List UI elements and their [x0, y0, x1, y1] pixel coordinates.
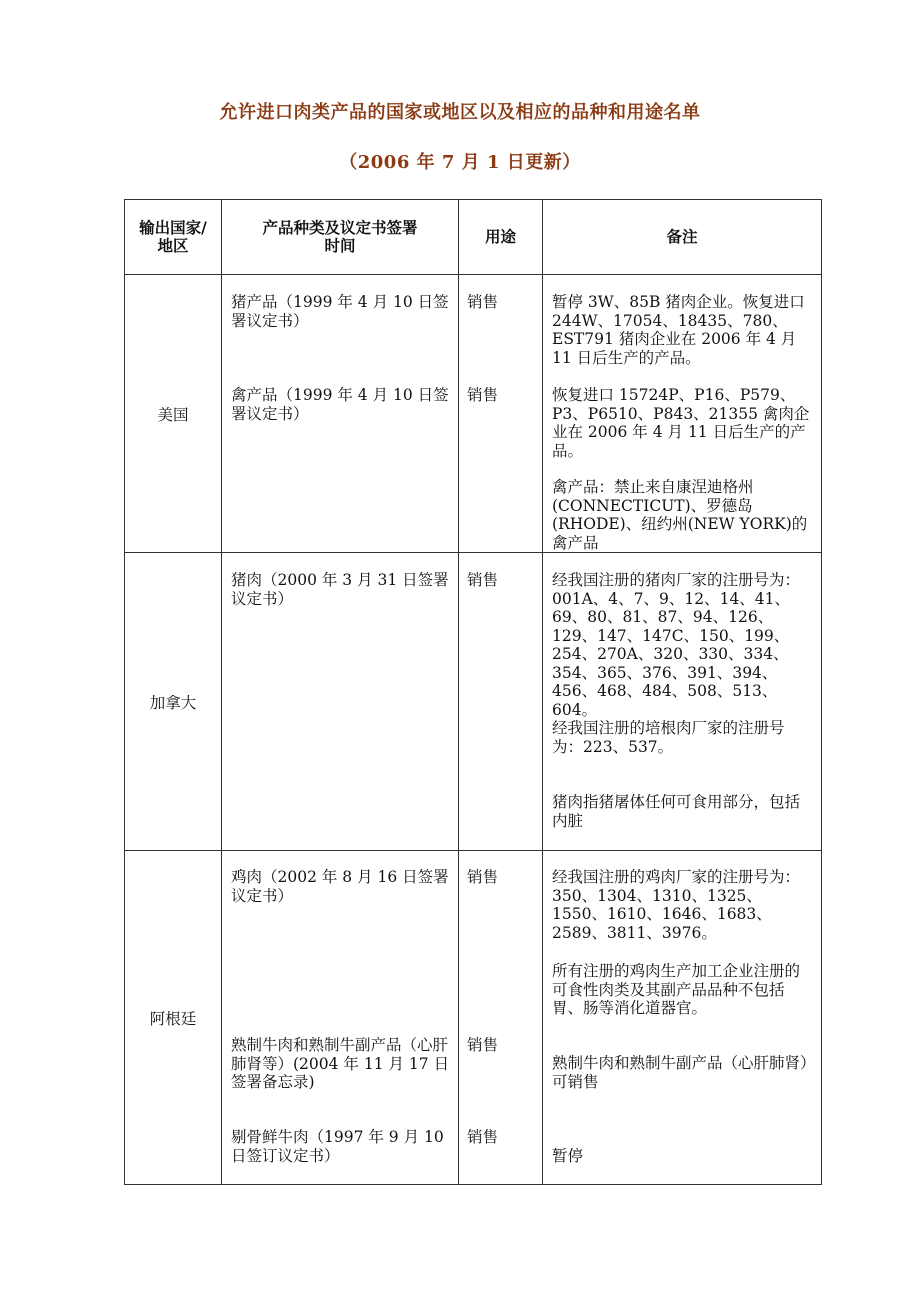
remark-item: 经我国注册的鸡肉厂家的注册号为：350、1304、1310、1325、1550、1610、1646、1683、2589、3811、3976。: [552, 868, 801, 942]
country-cell: 美国: [125, 275, 222, 553]
remark-item: 猪肉指猪屠体任何可食用部分，包括内脏: [552, 793, 801, 830]
use-item: 销售: [467, 293, 499, 311]
product-cell: [222, 553, 459, 851]
product-item: 熟制牛肉和熟制牛副产品（心肝肺肾等）(2004 年 11 月 17 日签署备忘录): [231, 1036, 450, 1091]
table-row: [125, 275, 822, 553]
use-cell: [459, 851, 543, 1185]
use-cell: [459, 553, 543, 851]
remark-item: 经我国注册的培根肉厂家的注册号为：223、537。: [552, 719, 785, 756]
document-subtitle: （2006 年 7 月 1 日更新）: [339, 152, 581, 173]
remark-item: 暂停: [552, 1147, 584, 1165]
remark-item: 所有注册的鸡肉生产加工企业注册的可食性肉类及其副产品品种不包括胃、肠等消化道器官。: [552, 962, 801, 1017]
country-cell: 加拿大: [125, 553, 222, 851]
remark-item: 熟制牛肉和熟制牛副产品（心肝肺肾）可销售: [552, 1054, 808, 1091]
import-list-table: [124, 199, 822, 1185]
remark-item: 经我国注册的猪肉厂家的注册号为：001A、4、7、9、12、14、41、69、80、81、87、94、126、129、147、147C、150、199、254、270A、320、330、334、354、365、376、391、394、456、468、484、508、513、604。: [552, 571, 801, 719]
product-cell: [222, 275, 459, 553]
table-row: [125, 553, 822, 851]
use-item: 销售: [467, 1128, 499, 1146]
remark-cell: [543, 851, 822, 1185]
table-row: [125, 851, 822, 1185]
remark-item: 禽产品：禁止来自康涅迪格州(CONNECTICUT)、罗德岛(RHODE)、纽约州(NEW YORK)的禽产品: [552, 478, 808, 552]
product-item: 鸡肉（2002 年 8 月 16 日签署议定书）: [231, 868, 449, 905]
use-item: 销售: [467, 571, 499, 589]
remark-cell: [543, 275, 822, 553]
table-header-row: [125, 200, 822, 275]
document-title: 允许进口肉类产品的国家或地区以及相应的品种和用途名单: [219, 102, 701, 123]
header-use: 用途: [459, 200, 543, 275]
header-country: 输出国家/地区: [125, 200, 222, 275]
use-cell: [459, 275, 543, 553]
header-remark: 备注: [543, 200, 822, 275]
remark-item: 恢复进口 15724P、P16、P579、P3、P6510、P843、21355 禽肉企业在 2006 年 4 月 11 日后生产的产品。: [552, 386, 810, 460]
header-product: 产品种类及议定书签署时间: [222, 200, 459, 275]
product-cell: [222, 851, 459, 1185]
remark-item: 暂停 3W、85B 猪肉企业。恢复进口 244W、17054、18435、780、EST791 猪肉企业在 2006 年 4 月 11 日后生产的产品。: [552, 293, 805, 367]
product-item: 剔骨鲜牛肉（1997 年 9 月 10 日签订议定书）: [231, 1128, 444, 1165]
product-item: 猪产品（1999 年 4 月 10 日签署议定书）: [231, 293, 449, 330]
use-item: 销售: [467, 386, 499, 404]
product-item: 猪肉（2000 年 3 月 31 日签署议定书）: [231, 571, 449, 608]
use-item: 销售: [467, 868, 499, 886]
remark-cell: [543, 553, 822, 851]
country-cell: 阿根廷: [125, 851, 222, 1185]
product-item: 禽产品（1999 年 4 月 10 日签署议定书）: [231, 386, 449, 423]
use-item: 销售: [467, 1036, 499, 1054]
